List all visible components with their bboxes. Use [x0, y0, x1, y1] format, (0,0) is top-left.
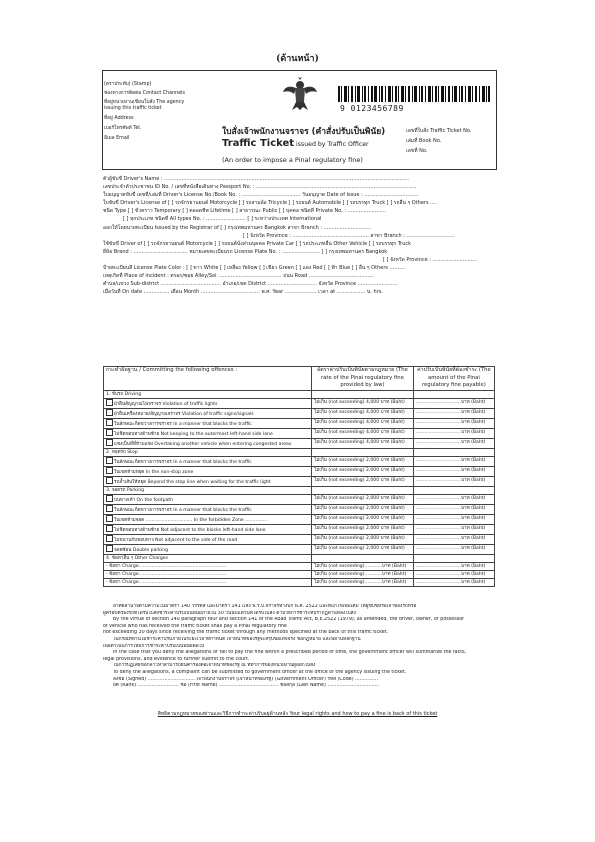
- notice-line: ผู้ครอบครองรถที่ได้รับใบสั่งชำระค่าปรับเป็นพินัยภายใน 30 วันนับแต่วันที่ได้รับใบสั่ง ตามวิธีการชำระที่ปรากฏด้านหลังใบสั่ง: [103, 610, 356, 616]
- incident-place-row[interactable]: เหตุเกิดที่ Place of incident : ตรอก/ซอย Alley/Soi ........................................ ถนน Road .........................................: [103, 273, 374, 280]
- id-number-row[interactable]: เลขประจำตัวประชาชน ID No. / เลขที่หนังสือเดินทาง Passport No. : .....................................................................................................: [103, 184, 417, 191]
- legal-notice: [103, 604, 495, 690]
- stamp-line: อีเมล Email: [104, 136, 130, 141]
- checkbox[interactable]: [106, 439, 113, 446]
- checkbox[interactable]: [106, 457, 113, 464]
- section-row: [104, 448, 495, 456]
- notice-line: By the virtue of section 140 paragraph four and section 141 of the Road Traffic Act, B.E.2522 (1979), as amended, the driver, owner, or possessor: [113, 617, 465, 623]
- stamp-line: (ตราประทับ) (Stamp): [104, 82, 152, 87]
- incident-date-row[interactable]: เมื่อวันที่ On date ................ เดือน Month ..................................... พ.ศ. Year .................... เวลา at .................. น. hrs.: [103, 289, 383, 296]
- notice-line: ในกรณีที่ท่านไม่ชำระค่าปรับภายในระยะเวลาที่กำหนด เจ้าหน้าที่ของรัฐจะสรุปข้อเท็จจริง ข้อกฎหมาย และพยานหลักฐาน: [113, 636, 361, 642]
- registrar-row[interactable]: ออกให้โดยนายทะเบียน Issued by the Registrar of [ ] กรุงเทพมหานคร Bangkok สาขา Branch : ..............................: [103, 224, 372, 231]
- payable-column-header: ค่าปรับเป็นพินัยที่ต้องชำระ (The amount of the Pinai regulatory fine payable): [413, 367, 494, 391]
- barcode-number: 9 0123456789: [340, 104, 404, 113]
- notice-line: อาศัยอำนาจตามความในมาตรา 140 วรรคสี่ และมาตรา 141 แห่ง พ.ร.บ.จราจรทางบก พ.ศ. 2522 และที่แก้ไขเพิ่มเติม ให้ผู้ขับขี่หรือเจ้าของรถหรือ: [113, 604, 417, 609]
- table-row[interactable]: รถล้ำเส้นให้หยุด Beyond the stop line when waiting for the traffic light ไม่เกิน (not exceeding) 2,000 บาท (Baht) ...............................บาท (Baht): [104, 476, 495, 486]
- table-row[interactable]: ในเขตห้ามหยุด In the non-stop zone ไม่เกิน (not exceeding) 2,000 บาท (Baht) ...............................บาท (Baht): [104, 466, 495, 476]
- plate-province-row[interactable]: [ ] จังหวัด Province : ............................: [383, 256, 478, 263]
- table-row[interactable]: บนทางเท้า On the footpath ไม่เกิน (not exceeding) 2,000 บาท (Baht) ...............................บาท (Baht): [104, 494, 495, 504]
- ticket-number-block: [406, 126, 471, 156]
- checkbox[interactable]: [106, 545, 113, 552]
- license-class-row[interactable]: ใบขับขี่ Driver's License of [ ] รถจักรยานยนต์ Motorcycle [ ] รถสามล้อ Tricycle [ ] รถยนต์ Automobile [ ] รถบรรทุก Truck [ ] รถอื่น ๆ Others ....: [103, 200, 437, 207]
- license-type-row[interactable]: ชนิด Type [ ] ชั่วคราว Temporary [ ] ตลอดชีพ Lifetime [ ] สาธารณะ Public [ ] บุคคล ชนิดที่ Private No. : ........................: [103, 208, 386, 215]
- checkbox[interactable]: [106, 399, 113, 406]
- stamp-block: [104, 73, 197, 169]
- checkbox[interactable]: [106, 477, 113, 484]
- notice-line: legal provisions, and evidence to further submit to the court.: [103, 656, 250, 662]
- section-title: 2. หยุดรถ Stop: [104, 448, 312, 456]
- offences-table: [103, 366, 495, 587]
- checkbox[interactable]: [106, 535, 113, 542]
- notice-line: To deny the allegations, a complaint can be submitted to government officer at the office of the agency issuing the ticket.: [113, 669, 407, 675]
- section-row: [104, 554, 495, 562]
- table-row[interactable]: - ข้อหา Charge............................................................ ไม่เกิน (not exceeding)............บาท (Baht) ...............................บาท (Baht): [104, 578, 495, 586]
- table-row[interactable]: ฝ่าฝืนสัญญาณไฟจราจร Violation of traffic lights ไม่เกิน (not exceeding) 4,000 บาท (Baht) ...............................บาท (Baht): [104, 398, 495, 408]
- section-title: 1. ขับรถ Driving: [104, 390, 312, 398]
- table-row[interactable]: - ข้อหา Charge............................................................ ไม่เกิน (not exceeding)............บาท (Baht) ...............................บาท (Baht): [104, 562, 495, 570]
- notice-line: In the case that you deny the allegations or fail to pay the fine within a prescribed period of time, the government officer will summarize the facts,: [113, 650, 467, 656]
- garuda-emblem: [282, 76, 318, 112]
- table-row[interactable]: ในลักษณะกีดขวางการจราจร In a manner that blocks the traffic ไม่เกิน (not exceeding) 2,000 บาท (Baht) ...............................บาท (Baht): [104, 456, 495, 466]
- section-title: 4. ข้อหาอื่น ๆ Other Charges: [104, 554, 312, 562]
- table-row[interactable]: จอดซ้อน Double parking ไม่เกิน (not exceeding) 2,000 บาท (Baht) ...............................บาท (Baht): [104, 544, 495, 554]
- brand-plate-row[interactable]: ยี่ห้อ Brand : .................................. หมายเลขทะเบียนรถ License Plate No. : ........................ [ ] กรุงเทพมหานคร Bangkok: [103, 248, 388, 255]
- driver-name-row[interactable]: ตัวผู้ขับขี่ Driver's Name : ..........................................................................................................................................................: [103, 176, 409, 182]
- checkbox[interactable]: [106, 467, 113, 474]
- notice-line: of vehicle who has received the traffic ticket shall pay a Pinai regulatory fine: [103, 623, 287, 629]
- table-header-row: [104, 367, 495, 391]
- checkbox[interactable]: [106, 419, 113, 426]
- table-row[interactable]: ในเขตห้ามจอด ................................ In the forbidden Zone ............... ไม่เกิน (not exceeding) 2,000 บาท (Baht) ...............................บาท (Baht): [104, 514, 495, 524]
- checkbox[interactable]: [106, 495, 113, 502]
- table-row[interactable]: ฝ่าฝืนเครื่องหมาย/สัญญาณจราจร Violation of traffic signs/signals ไม่เกิน (not exceeding) 4,000 บาท (Baht) ...............................บาท (Baht): [104, 408, 495, 418]
- ticket-title-main: Traffic Ticket: [222, 138, 295, 149]
- table-row[interactable]: ในลักษณะกีดขวางการจราจร In a manner that blocks the traffic ไม่เกิน (not exceeding) 2,000 บาท (Baht) ...............................บาท (Baht): [104, 504, 495, 514]
- book-number-field[interactable]: เล่มที่ Book No.: [406, 138, 442, 144]
- plate-color-row[interactable]: ป้ายทะเบียนสี License Plate Color : [ ] ขาว White [ ] เหลือง Yellow [ ] เขียว Green [ ] แดง Red [ ] ฟ้า Blue [ ] อื่น ๆ Others ..........: [103, 265, 406, 272]
- registrar-province-row[interactable]: [ ] จังหวัด Province : ................................................ สาขา Branch : ..............................: [243, 232, 455, 239]
- checkbox[interactable]: [106, 409, 113, 416]
- notice-line: เพื่อดำเนินการให้มีการชำระค่าปรับเป็นพินัยต่อไป: [103, 643, 205, 649]
- rate-column-header: อัตราค่าปรับเป็นพินัยตามกฎหมาย (The rate of the Pinai regulatory fine provided by law): [312, 367, 414, 391]
- checkbox[interactable]: [106, 429, 113, 436]
- page-header: (ด้านหน้า): [276, 54, 319, 64]
- table-row[interactable]: แซงเป็นที่ที่ห้ามแซง Overtaking another vehicle when entering congested areas ไม่เกิน (not exceeding) 4,000 บาท (Baht) ...............................บาท (Baht): [104, 438, 495, 448]
- table-row[interactable]: ในลักษณะกีดขวางการจราจร In a manner that blocks the traffic ไม่เกิน (not exceeding) 4,000 บาท (Baht) ...............................บาท (Baht): [104, 418, 495, 428]
- stamp-line: ช่องทางการติดต่อ Contact Channels: [104, 91, 185, 96]
- ticket-title-suffix: issued by Traffic Officer: [294, 141, 369, 148]
- notice-line: ในการปฏิเสธข้อกล่าวหาสามารถยื่นคำร้องต่อเจ้าหน้าที่ของรัฐ ณ ที่ทำการของหน่วยงานผู้ออกใบสั่ง: [113, 663, 316, 669]
- offence-column-header: กระทำผิดฐาน / Committing the following offences :: [104, 367, 312, 391]
- section-title: 3. จอดรถ Parking: [104, 486, 312, 494]
- back-page-note: สิทธิตามกฎหมายของท่านและวิธีการชำระค่าปรับอยู่ด้านหลัง Your legal rights and how to pay a fine is back of this ticket: [157, 711, 438, 717]
- driver-info-section: [103, 175, 495, 296]
- number-field[interactable]: เลขที่ No.: [406, 148, 428, 154]
- table-row[interactable]: ไม่ชิดขอบทางด้านซ้าย Not adjacent to the blocks left-hand side lane ไม่เกิน (not exceeding) 2,000 บาท (Baht) ...............................บาท (Baht): [104, 524, 495, 534]
- officer-signature-line[interactable]: ลงชื่อ (Signed) ............................... เจ้าพนักงานจราจร (เจ้าหน้าที่ของรัฐ) (Government Officer) รหัส (Code) ...............: [113, 676, 378, 682]
- stamp-line: ที่อยู่หน่วยงานเขียนใบสั่ง The agency: [104, 100, 185, 105]
- ticket-number-field[interactable]: เลขที่ใบสั่ง Traffic Ticket No.: [406, 128, 472, 134]
- ticket-title-english: [222, 138, 369, 149]
- table-row[interactable]: ไม่ขนานกับขอบทาง Not adjacent to the side of the road ไม่เกิน (not exceeding) 2,000 บาท (Baht) ...............................บาท (Baht): [104, 534, 495, 544]
- incident-district-row[interactable]: ตำบล/แขวง Sub-district ...................................... อำเภอ/เขต District ............................... จังหวัด Province .........................: [103, 281, 398, 288]
- table-row[interactable]: ไม่ชิดขอบทางด้านซ้าย Not keeping to the outermost left-hand side lane ไม่เกิน (not exceeding) 4,000 บาท (Baht) ...............................บาท (Baht): [104, 428, 495, 438]
- checkbox[interactable]: [106, 525, 113, 532]
- vehicle-type-row[interactable]: ใช้ขับขี่ Driver of [ ] รถจักรยานยนต์ Motorcycle [ ] รถยนต์นั่งส่วนบุคคล Private Car [ ] รถประเภทอื่น Other Vehicle [ ] รถบรรทุก Truck: [103, 240, 412, 247]
- ticket-title-thai: ใบสั่งเจ้าพนักงานจราจร (คำสั่งปรับเป็นพินัย): [222, 127, 386, 137]
- checkbox[interactable]: [106, 505, 113, 512]
- stamp-line: ที่อยู่ Address: [104, 116, 134, 121]
- stamp-line: issuing this traffic ticket: [104, 106, 162, 111]
- license-type-row-2[interactable]: [ ] ทุกประเภท ชนิดที่ All types No. : ......................... [ ] ระหว่างประเทศ International: [123, 216, 322, 223]
- section-row: [104, 486, 495, 494]
- license-number-row[interactable]: ใบอนุญาตขับขี่ เลขที่/เล่มที่ Driver's License No./Book No. : ..................................... วันอนุญาต Date of Issue : ..................................: [103, 192, 419, 199]
- stamp-line: เบอร์โทรศัพท์ Tel.: [104, 126, 142, 131]
- officer-name-line[interactable]: ยศ (Rank) ........................... ชื่อ (First Name) ....................................... ชื่อสกุล (Last Name) ..................................: [113, 683, 380, 689]
- checkbox[interactable]: [106, 515, 113, 522]
- section-row: [104, 390, 495, 398]
- notice-line: not exceeding 30 days since receiving the traffic ticket through any methods specified at the back of this traffic ticket.: [103, 630, 389, 636]
- ticket-subtitle: (An order to impose a Pinal regulatory fine): [222, 156, 363, 164]
- table-row[interactable]: - ข้อหา Charge............................................................ ไม่เกิน (not exceeding)............บาท (Baht) ...............................บาท (Baht): [104, 570, 495, 578]
